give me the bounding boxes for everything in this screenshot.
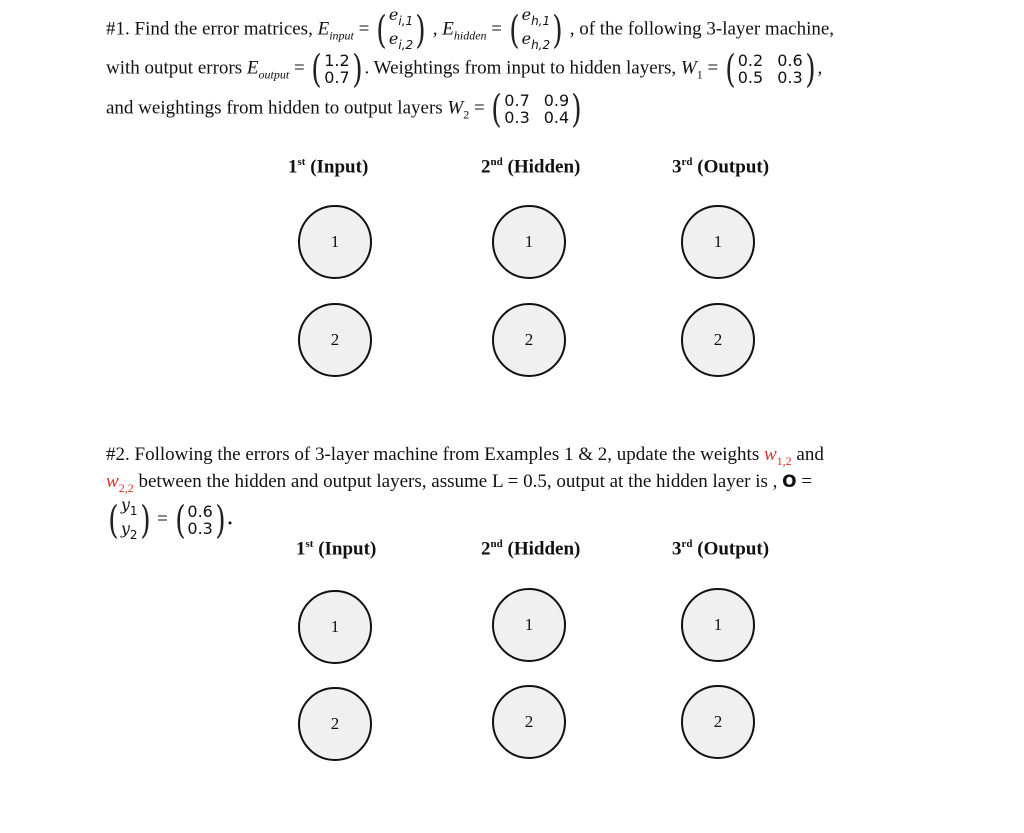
e-output-symbol: E <box>246 57 259 79</box>
e-output-matrix: ( 1.2 0.7 ) <box>311 47 363 91</box>
w12-symbol: w <box>763 444 777 465</box>
w22-subscript: 2,2 <box>118 481 134 495</box>
q2-line1 <box>106 444 824 469</box>
q1-w2-text: and weightings from hidden to output layers <box>106 97 448 119</box>
w12-subscript: 1,2 <box>776 454 792 468</box>
q2-intro-text: #2. Following the errors of 3-layer machine from Examples 1 & 2, update the weights <box>106 444 764 465</box>
layer-heading-input-2: 1st (Input) <box>296 538 377 560</box>
q1-line2 <box>106 47 823 91</box>
and-text: and <box>791 444 824 465</box>
equals-sign: = <box>486 18 507 40</box>
w1-symbol: W <box>680 57 697 79</box>
layer-heading-hidden: 2nd (Hidden) <box>481 156 581 178</box>
w2-subscript: 2 <box>463 107 470 122</box>
q1-line3 <box>106 87 584 131</box>
q1-intro-text: #1. Find the error matrices, <box>106 18 318 40</box>
w1-matrix: ( 0.2 0.6 0.5 0.3 ) <box>725 47 816 91</box>
diagram1-output-node-2: 2 <box>681 303 755 377</box>
diagram2-input-node-2: 2 <box>298 687 372 761</box>
w1-trailing-comma: , <box>817 57 823 79</box>
layer-heading-output: 3rd (Output) <box>672 156 770 178</box>
e-hidden-subscript: hidden <box>453 28 487 43</box>
period: . <box>227 508 233 530</box>
comma: , <box>428 18 443 40</box>
e-output-subscript: output <box>258 67 290 82</box>
e-input-symbol: E <box>317 18 330 40</box>
e-hidden-matrix: ( $e_{h,1}$ $e_{h,2}$ ) <box>508 5 563 52</box>
diagram1-hidden-node-2: 2 <box>492 303 566 377</box>
q2-line2 <box>106 471 812 496</box>
diagram1-output-node-1: 1 <box>681 205 755 279</box>
q1-output-errors-text: with output errors <box>106 57 247 79</box>
e-hidden-symbol: E <box>442 18 454 40</box>
equals-sign: = <box>702 57 723 79</box>
w1-subscript: 1 <box>696 67 703 82</box>
diagram2-hidden-node-2: 2 <box>492 685 566 759</box>
equals-sign: = <box>152 508 173 530</box>
y-vector: ( $y_1$ $y_2$ ) <box>108 495 151 542</box>
layer-heading-hidden-2: 2nd (Hidden) <box>481 538 581 560</box>
diagram2-output-node-1: 1 <box>681 588 755 662</box>
layer-heading-input: 1st (Input) <box>288 156 369 178</box>
w2-matrix: ( 0.7 0.9 0.3 0.4 ) <box>491 87 582 131</box>
q2-line3 <box>106 496 232 544</box>
layer-heading-output-2: 3rd (Output) <box>672 538 770 560</box>
e-input-subscript: input <box>329 28 354 43</box>
diagram2-input-node-1: 1 <box>298 590 372 664</box>
equals-sign: = <box>796 471 813 492</box>
q2-hidden-output-text: between the hidden and output layers, assume L = 0.5, output at the hidden layer is , <box>133 471 783 492</box>
diagram1-input-node-1: 1 <box>298 205 372 279</box>
o-vector: ( 0.6 0.3 ) <box>174 498 226 542</box>
equals-sign: = <box>289 57 310 79</box>
diagram2-output-node-2: 2 <box>681 685 755 759</box>
e-input-matrix: ( $e_{i,1}$ $e_{i,2}$ ) <box>376 5 426 52</box>
equals-sign: = <box>353 18 375 40</box>
q1-intro-tail: , of the following 3-layer machine, <box>564 18 835 40</box>
diagram1-input-node-2: 2 <box>298 303 372 377</box>
q1-w1-text: . Weightings from input to hidden layers, <box>364 57 681 79</box>
w22-symbol: w <box>106 471 119 492</box>
w2-symbol: W <box>447 97 464 119</box>
diagram2-hidden-node-1: 1 <box>492 588 566 662</box>
diagram1-hidden-node-1: 1 <box>492 205 566 279</box>
equals-sign: = <box>469 97 490 119</box>
o-symbol: O <box>782 472 797 492</box>
